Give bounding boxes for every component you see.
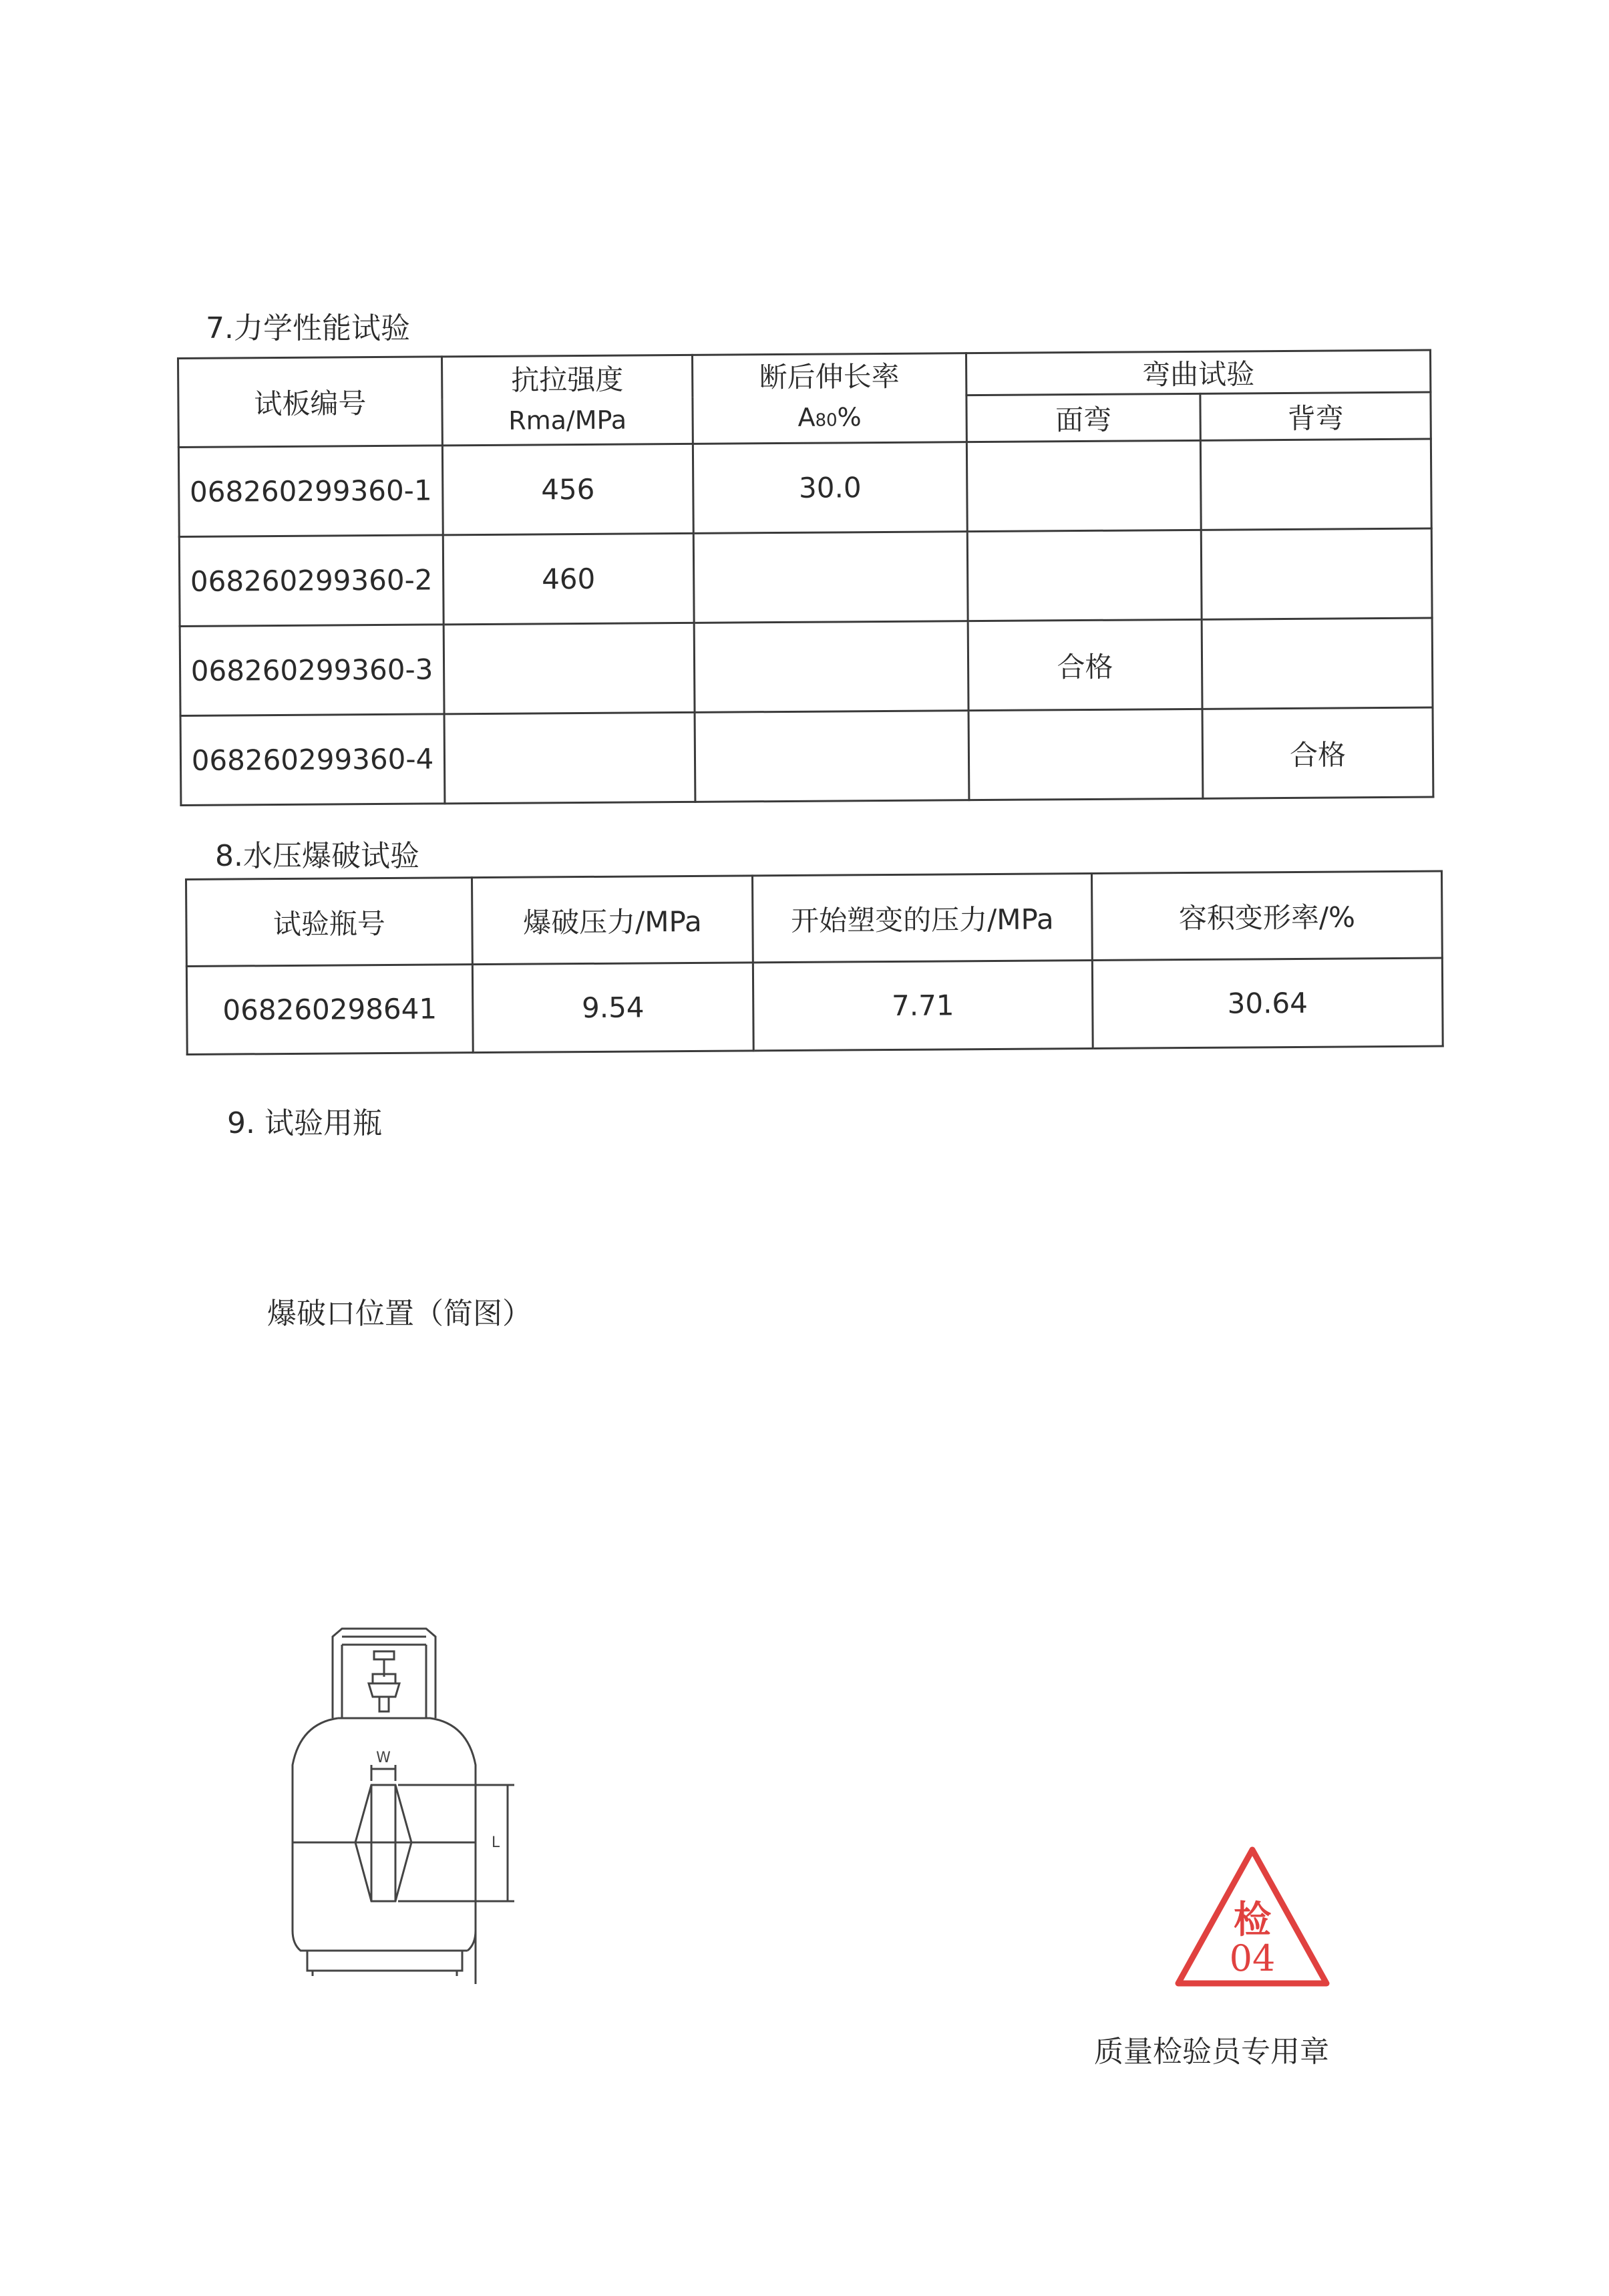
tensile-strength-header — [442, 355, 693, 445]
face-bend-cell — [966, 440, 1201, 531]
tensile-strength-label: 抗拉强度 — [511, 363, 624, 397]
table-row — [179, 528, 1432, 626]
back-bend-cell — [1200, 439, 1431, 530]
elongation-gauge-subscript: 80 — [815, 409, 838, 431]
burst-pressure-header: 爆破压力/MPa — [472, 876, 753, 965]
face-bend-header: 面弯 — [966, 393, 1200, 442]
elongation-cell — [694, 621, 968, 713]
plate-no-cell: 068260299360-2 — [179, 535, 443, 627]
diagram-caption: 爆破口位置（简图） — [267, 1297, 532, 1331]
face-bend-cell — [967, 530, 1202, 621]
dimension-l-label: L — [491, 1834, 500, 1851]
tensile-cell: 460 — [443, 533, 694, 624]
back-bend-cell: 合格 — [1202, 707, 1433, 798]
table-row — [178, 439, 1431, 536]
tensile-cell — [444, 712, 695, 803]
face-bend-cell — [968, 709, 1203, 800]
elongation-percent: % — [837, 401, 862, 432]
elongation-cell — [693, 532, 968, 623]
stamp-line-1: 检 — [1234, 1898, 1271, 1942]
section-7-heading: 7.力学性能试验 — [206, 311, 410, 345]
plate-no-header: 试板编号 — [178, 357, 443, 448]
tensile-cell: 456 — [442, 444, 693, 534]
foot-ring — [307, 1951, 462, 1971]
table-row — [180, 618, 1433, 715]
back-bend-cell — [1202, 618, 1433, 709]
elongation-cell: 30.0 — [693, 442, 967, 534]
bend-test-header: 弯曲试验 — [966, 350, 1430, 395]
bottle-no-cell: 068260298641 — [186, 965, 473, 1055]
yield-pressure-header: 开始塑变的压力/MPa — [752, 873, 1092, 962]
valve-icon — [369, 1651, 399, 1711]
table-row — [186, 958, 1443, 1054]
yield-pressure-cell: 7.71 — [753, 960, 1093, 1050]
elongation-header — [692, 353, 966, 444]
plate-no-cell: 068260299360-4 — [180, 714, 445, 806]
table-row — [180, 707, 1433, 805]
plate-no-cell: 068260299360-1 — [178, 446, 443, 537]
elongation-unit — [693, 396, 965, 442]
face-bend-cell: 合格 — [968, 619, 1202, 710]
cylinder-diagram — [281, 1610, 561, 1984]
plate-no-cell: 068260299360-3 — [180, 625, 444, 716]
volume-deformation-cell: 30.64 — [1092, 958, 1443, 1048]
burst-test-table — [185, 870, 1444, 1055]
section-9-heading: 9. 试验用瓶 — [227, 1106, 382, 1140]
mechanical-properties-table — [177, 349, 1434, 806]
tensile-cell — [443, 623, 695, 713]
back-bend-header: 背弯 — [1200, 392, 1431, 440]
back-bend-cell — [1201, 528, 1432, 619]
bottle-no-header: 试验瓶号 — [186, 878, 473, 967]
section-8-heading: 8.水压爆破试验 — [215, 839, 419, 873]
elongation-symbol: A — [797, 402, 816, 432]
burst-pressure-cell: 9.54 — [472, 963, 753, 1053]
elongation-label: 断后伸长率 — [759, 359, 900, 393]
tensile-strength-unit: Rma/MPa — [508, 405, 627, 436]
volume-deformation-header: 容积变形率/% — [1091, 871, 1442, 960]
stamp-caption: 质量检验员专用章 — [1094, 2035, 1329, 2069]
elongation-cell — [695, 711, 969, 802]
stamp-line-2: 04 — [1229, 1937, 1276, 1979]
dimension-w-label: W — [376, 1750, 391, 1766]
inspection-stamp — [1169, 1840, 1336, 1994]
